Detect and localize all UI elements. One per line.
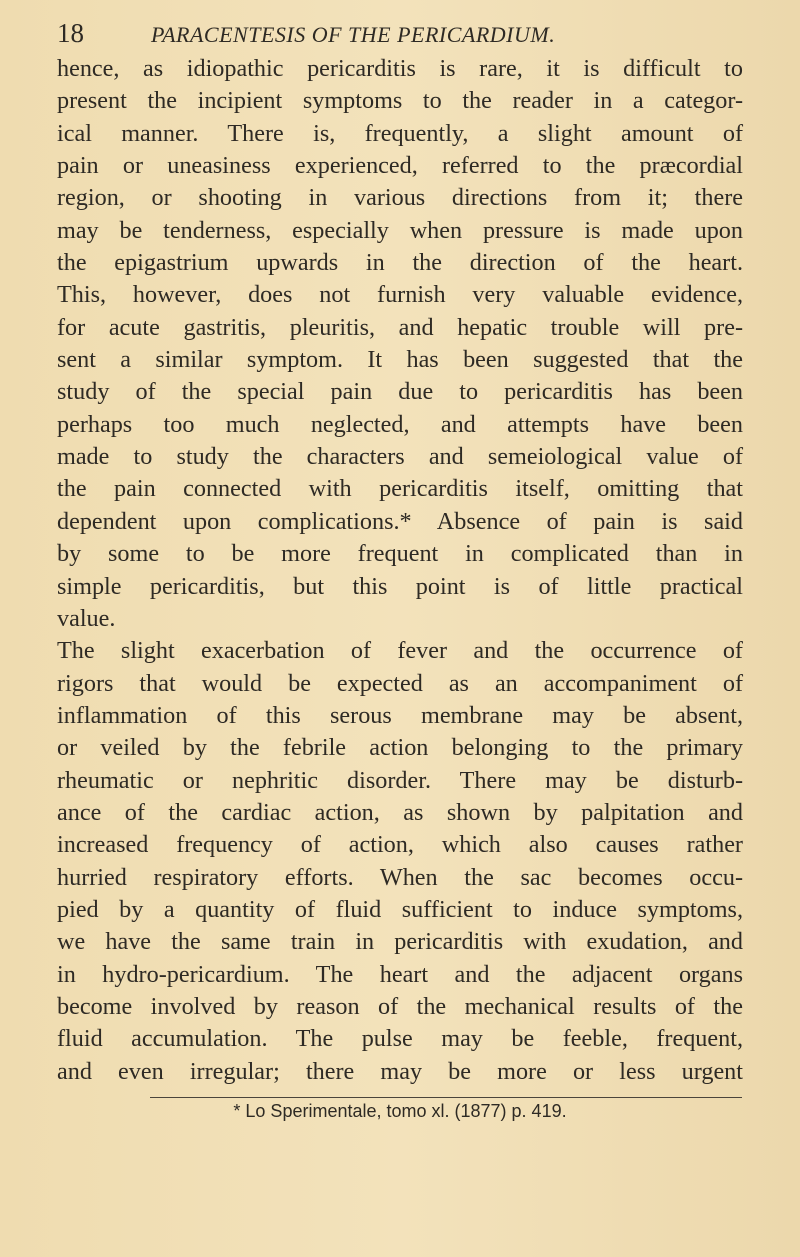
text-line: and even irregular; there may be more or less urgent [57,1057,743,1085]
text-line: by some to be more frequent in complicated than in [57,540,743,568]
text-line: become involved by reason of the mechanical results of the [57,992,743,1020]
text-line: fluid accumulation. The pulse may be feeble, frequent, [57,1025,743,1053]
text-line: perhaps too much neglected, and attempts have been [57,410,743,438]
text-line: increased frequency of action, which also causes rather [57,831,743,859]
body-text [57,53,743,1088]
page-header [57,18,747,54]
text-line: ical manner. There is, frequently, a slight amount of [57,119,743,147]
text-line: for acute gastritis, pleuritis, and hepatic trouble will pre- [57,313,743,341]
text-line: we have the same train in pericarditis with exudation, and [57,928,743,956]
running-title: PARACENTESIS OF THE PERICARDIUM. [151,22,556,47]
text-line: rigors that would be expected as an accompaniment of [57,669,743,697]
text-line: study of the special pain due to pericarditis has been [57,378,743,406]
text-line: in hydro-pericardium. The heart and the adjacent organs [57,960,743,988]
text-line: hence, as idiopathic pericarditis is rare, it is difficult to [57,55,743,82]
text-line: rheumatic or nephritic disorder. There may be disturb- [57,766,743,794]
page-number: 18 [57,18,84,48]
text-line: value. [57,604,116,632]
text-line: made to study the characters and semeiological value of [57,443,743,471]
text-line: pied by a quantity of fluid sufficient to induce symptoms, [57,895,743,923]
text-line: dependent upon complications.* Absence of pain is said [57,507,743,535]
text-line: sent a similar symptom. It has been suggested that the [57,346,743,374]
text-line: present the incipient symptoms to the reader in a categor- [57,87,743,115]
text-line: pain or uneasiness experienced, referred to the præcordial [57,152,743,180]
text-line: or veiled by the febrile action belonging to the primary [57,734,743,762]
footnote: * Lo Sperimentale, tomo xl. (1877) p. 419. [233,1101,567,1121]
text-line: the pain connected with pericarditis itself, omitting that [57,475,743,503]
text-line: ance of the cardiac action, as shown by palpitation and [57,798,743,826]
text-line: This, however, does not furnish very valuable evidence, [57,281,743,309]
text-line: The slight exacerbation of fever and the occurrence of [57,637,743,665]
text-line: inflammation of this serous membrane may be absent, [57,701,743,729]
text-line: region, or shooting in various directions from it; there [57,184,743,212]
text-line: the epigastrium upwards in the direction of the heart. [57,249,743,277]
text-line: simple pericarditis, but this point is of little practical [57,572,743,600]
text-line: may be tenderness, especially when pressure is made upon [57,216,743,244]
footnote-divider [150,1097,742,1098]
text-line: hurried respiratory efforts. When the sac becomes occu- [57,863,743,891]
